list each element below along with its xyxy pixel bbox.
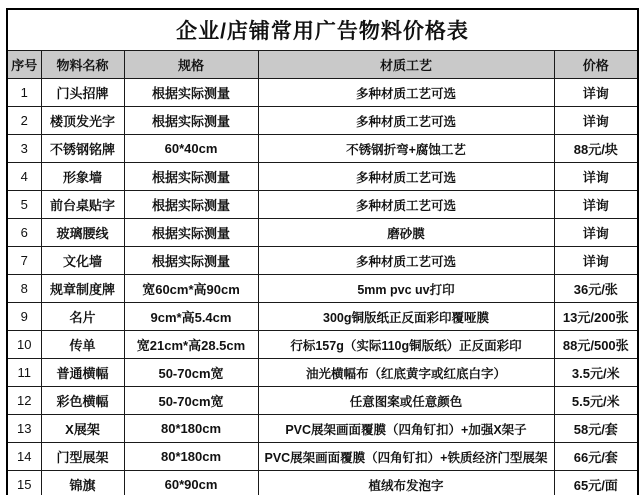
cell-material-name: 传单 [41,331,124,359]
page-title: 企业/店铺常用广告物料价格表 [7,9,638,51]
header-row [7,51,638,79]
cell-spec: 60*40cm [124,135,258,163]
cell-material-name: 不锈钢铭牌 [41,135,124,163]
cell-spec: 根据实际测量 [124,79,258,107]
cell-spec: 宽21cm*高28.5cm [124,331,258,359]
table-row [7,219,638,247]
cell-spec: 根据实际测量 [124,191,258,219]
cell-index: 7 [7,247,41,275]
column-header-index: 序号 [7,51,41,79]
cell-process: 多种材质工艺可选 [258,79,554,107]
cell-index: 5 [7,191,41,219]
cell-spec: 9cm*高5.4cm [124,303,258,331]
table-row [7,471,638,495]
cell-process: 磨砂膜 [258,219,554,247]
cell-material-name: 规章制度牌 [41,275,124,303]
cell-price: 详询 [554,247,638,275]
cell-process: 植绒布发泡字 [258,471,554,495]
table-row [7,163,638,191]
cell-index: 8 [7,275,41,303]
cell-price: 13元/200张 [554,303,638,331]
cell-index: 10 [7,331,41,359]
cell-spec: 宽60cm*高90cm [124,275,258,303]
cell-index: 2 [7,107,41,135]
cell-process: 多种材质工艺可选 [258,107,554,135]
cell-material-name: 普通横幅 [41,359,124,387]
cell-spec: 根据实际测量 [124,247,258,275]
cell-material-name: 名片 [41,303,124,331]
cell-material-name: 门型展架 [41,443,124,471]
price-table [6,8,639,495]
column-header-spec: 规格 [124,51,258,79]
table-row [7,415,638,443]
cell-index: 3 [7,135,41,163]
table-row [7,135,638,163]
cell-process: 不锈钢折弯+腐蚀工艺 [258,135,554,163]
table-row [7,275,638,303]
cell-spec: 80*180cm [124,443,258,471]
table-row [7,79,638,107]
cell-index: 9 [7,303,41,331]
cell-material-name: X展架 [41,415,124,443]
cell-spec: 根据实际测量 [124,163,258,191]
cell-price: 66元/套 [554,443,638,471]
cell-process: 300g铜版纸正反面彩印覆哑膜 [258,303,554,331]
table-row [7,359,638,387]
cell-index: 4 [7,163,41,191]
cell-index: 13 [7,415,41,443]
cell-price: 58元/套 [554,415,638,443]
cell-material-name: 形象墙 [41,163,124,191]
cell-price: 详询 [554,79,638,107]
cell-index: 14 [7,443,41,471]
cell-price: 36元/张 [554,275,638,303]
cell-material-name: 文化墙 [41,247,124,275]
table-row [7,191,638,219]
cell-material-name: 锦旗 [41,471,124,495]
cell-process: PVC展架画面覆膜（四角钉扣）+加强X架子 [258,415,554,443]
cell-price: 5.5元/米 [554,387,638,415]
cell-price: 3.5元/米 [554,359,638,387]
cell-material-name: 门头招牌 [41,79,124,107]
cell-index: 11 [7,359,41,387]
cell-process: 多种材质工艺可选 [258,191,554,219]
cell-spec: 50-70cm宽 [124,359,258,387]
column-header-price: 价格 [554,51,638,79]
cell-material-name: 前台桌贴字 [41,191,124,219]
cell-process: 行标157g（实际110g铜版纸）正反面彩印 [258,331,554,359]
cell-spec: 根据实际测量 [124,107,258,135]
table-row [7,247,638,275]
cell-spec: 80*180cm [124,415,258,443]
cell-process: PVC展架画面覆膜（四角钉扣）+铁质经济门型展架 [258,443,554,471]
cell-price: 88元/500张 [554,331,638,359]
cell-process: 多种材质工艺可选 [258,163,554,191]
table-row [7,387,638,415]
cell-price: 详询 [554,219,638,247]
cell-price: 详询 [554,163,638,191]
table-row [7,107,638,135]
cell-material-name: 彩色横幅 [41,387,124,415]
cell-index: 15 [7,471,41,495]
cell-material-name: 楼顶发光字 [41,107,124,135]
title-row [7,9,638,51]
cell-process: 任意图案或任意颜色 [258,387,554,415]
cell-process: 5mm pvc uv打印 [258,275,554,303]
cell-process: 油光横幅布（红底黄字或红底白字） [258,359,554,387]
cell-material-name: 玻璃腰线 [41,219,124,247]
table-row [7,443,638,471]
column-header-process: 材质工艺 [258,51,554,79]
table-row [7,303,638,331]
cell-price: 65元/面 [554,471,638,495]
cell-process: 多种材质工艺可选 [258,247,554,275]
cell-spec: 根据实际测量 [124,219,258,247]
table-row [7,331,638,359]
cell-price: 88元/块 [554,135,638,163]
cell-index: 12 [7,387,41,415]
cell-index: 1 [7,79,41,107]
column-header-name: 物料名称 [41,51,124,79]
cell-spec: 50-70cm宽 [124,387,258,415]
cell-spec: 60*90cm [124,471,258,495]
cell-price: 详询 [554,107,638,135]
cell-price: 详询 [554,191,638,219]
cell-index: 6 [7,219,41,247]
